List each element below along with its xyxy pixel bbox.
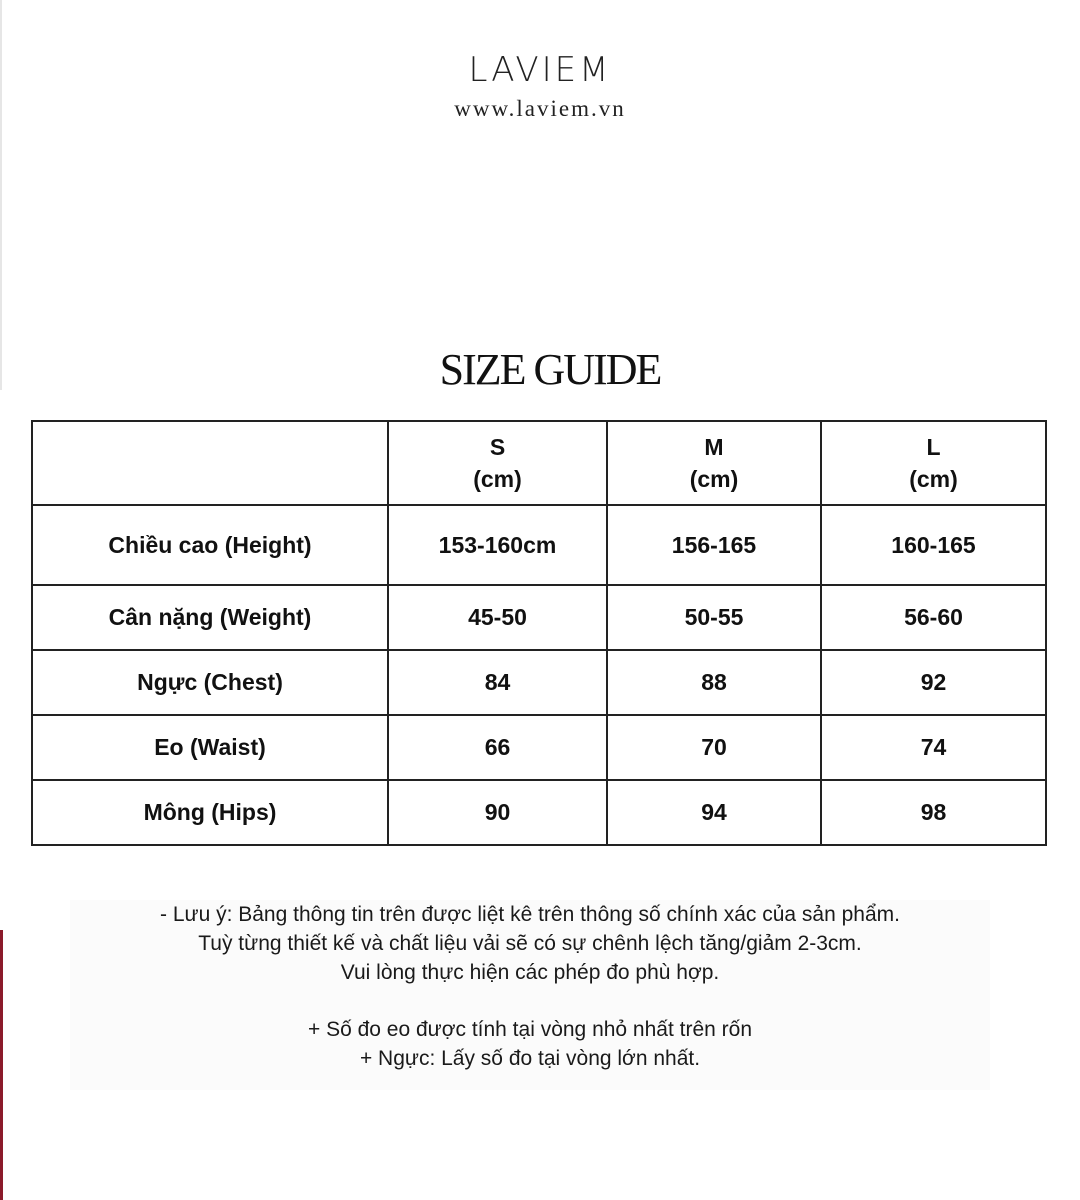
table-header-row xyxy=(32,421,1046,505)
size-label: S xyxy=(489,434,506,460)
cell-value: 90 xyxy=(388,780,607,845)
size-unit: (cm) xyxy=(909,466,958,492)
header-size-s xyxy=(388,421,607,505)
cell-value: 84 xyxy=(388,650,607,715)
row-label: Eo (Waist) xyxy=(32,715,388,780)
cell-value: 94 xyxy=(607,780,821,845)
table-row-waist xyxy=(32,715,1046,780)
brand-website: www.laviem.vn xyxy=(454,96,626,121)
cell-value: 70 xyxy=(607,715,821,780)
cell-value: 56-60 xyxy=(821,585,1046,650)
note-line: + Ngực: Lấy số đo tại vòng lớn nhất. xyxy=(359,1047,701,1070)
size-unit: (cm) xyxy=(473,466,522,492)
notes-section xyxy=(70,900,990,1090)
note-line: - Lưu ý: Bảng thông tin trên được liệt kê trên thông số chính xác của sản phẩm. xyxy=(160,903,900,926)
cell-value: 98 xyxy=(821,780,1046,845)
note-line: Tuỳ từng thiết kế và chất liệu vải sẽ có sự chênh lệch tăng/giảm 2-3cm. xyxy=(198,932,862,955)
brand-logo: LAVIEM xyxy=(468,50,612,90)
row-label: Cân nặng (Weight) xyxy=(32,585,388,650)
cell-value: 88 xyxy=(607,650,821,715)
row-label: Chiều cao (Height) xyxy=(32,505,388,585)
cell-value: 153-160cm xyxy=(388,505,607,585)
table-row-hips xyxy=(32,780,1046,845)
table-row-chest xyxy=(32,650,1046,715)
left-edge-accent xyxy=(0,930,3,1200)
header-size-m xyxy=(607,421,821,505)
cell-value: 156-165 xyxy=(607,505,821,585)
note-line: + Số đo eo được tính tại vòng nhỏ nhất trên rốn xyxy=(307,1018,753,1041)
note-spacer xyxy=(70,987,990,1015)
size-label: L xyxy=(926,434,941,460)
page-title: SIZE GUIDE xyxy=(439,345,661,394)
cell-value: 50-55 xyxy=(607,585,821,650)
size-unit: (cm) xyxy=(689,466,739,492)
cell-value: 92 xyxy=(821,650,1046,715)
cell-value: 66 xyxy=(388,715,607,780)
header-empty-cell xyxy=(32,421,388,505)
table-row-weight xyxy=(32,585,1046,650)
row-label: Ngực (Chest) xyxy=(32,650,388,715)
cell-value: 74 xyxy=(821,715,1046,780)
size-table xyxy=(31,420,1047,846)
size-label: M xyxy=(704,434,724,460)
cell-value: 160-165 xyxy=(821,505,1046,585)
row-label: Mông (Hips) xyxy=(32,780,388,845)
note-line: Vui lòng thực hiện các phép đo phù hợp. xyxy=(340,961,720,984)
header-size-l xyxy=(821,421,1046,505)
table-row-height xyxy=(32,505,1046,585)
cell-value: 45-50 xyxy=(388,585,607,650)
